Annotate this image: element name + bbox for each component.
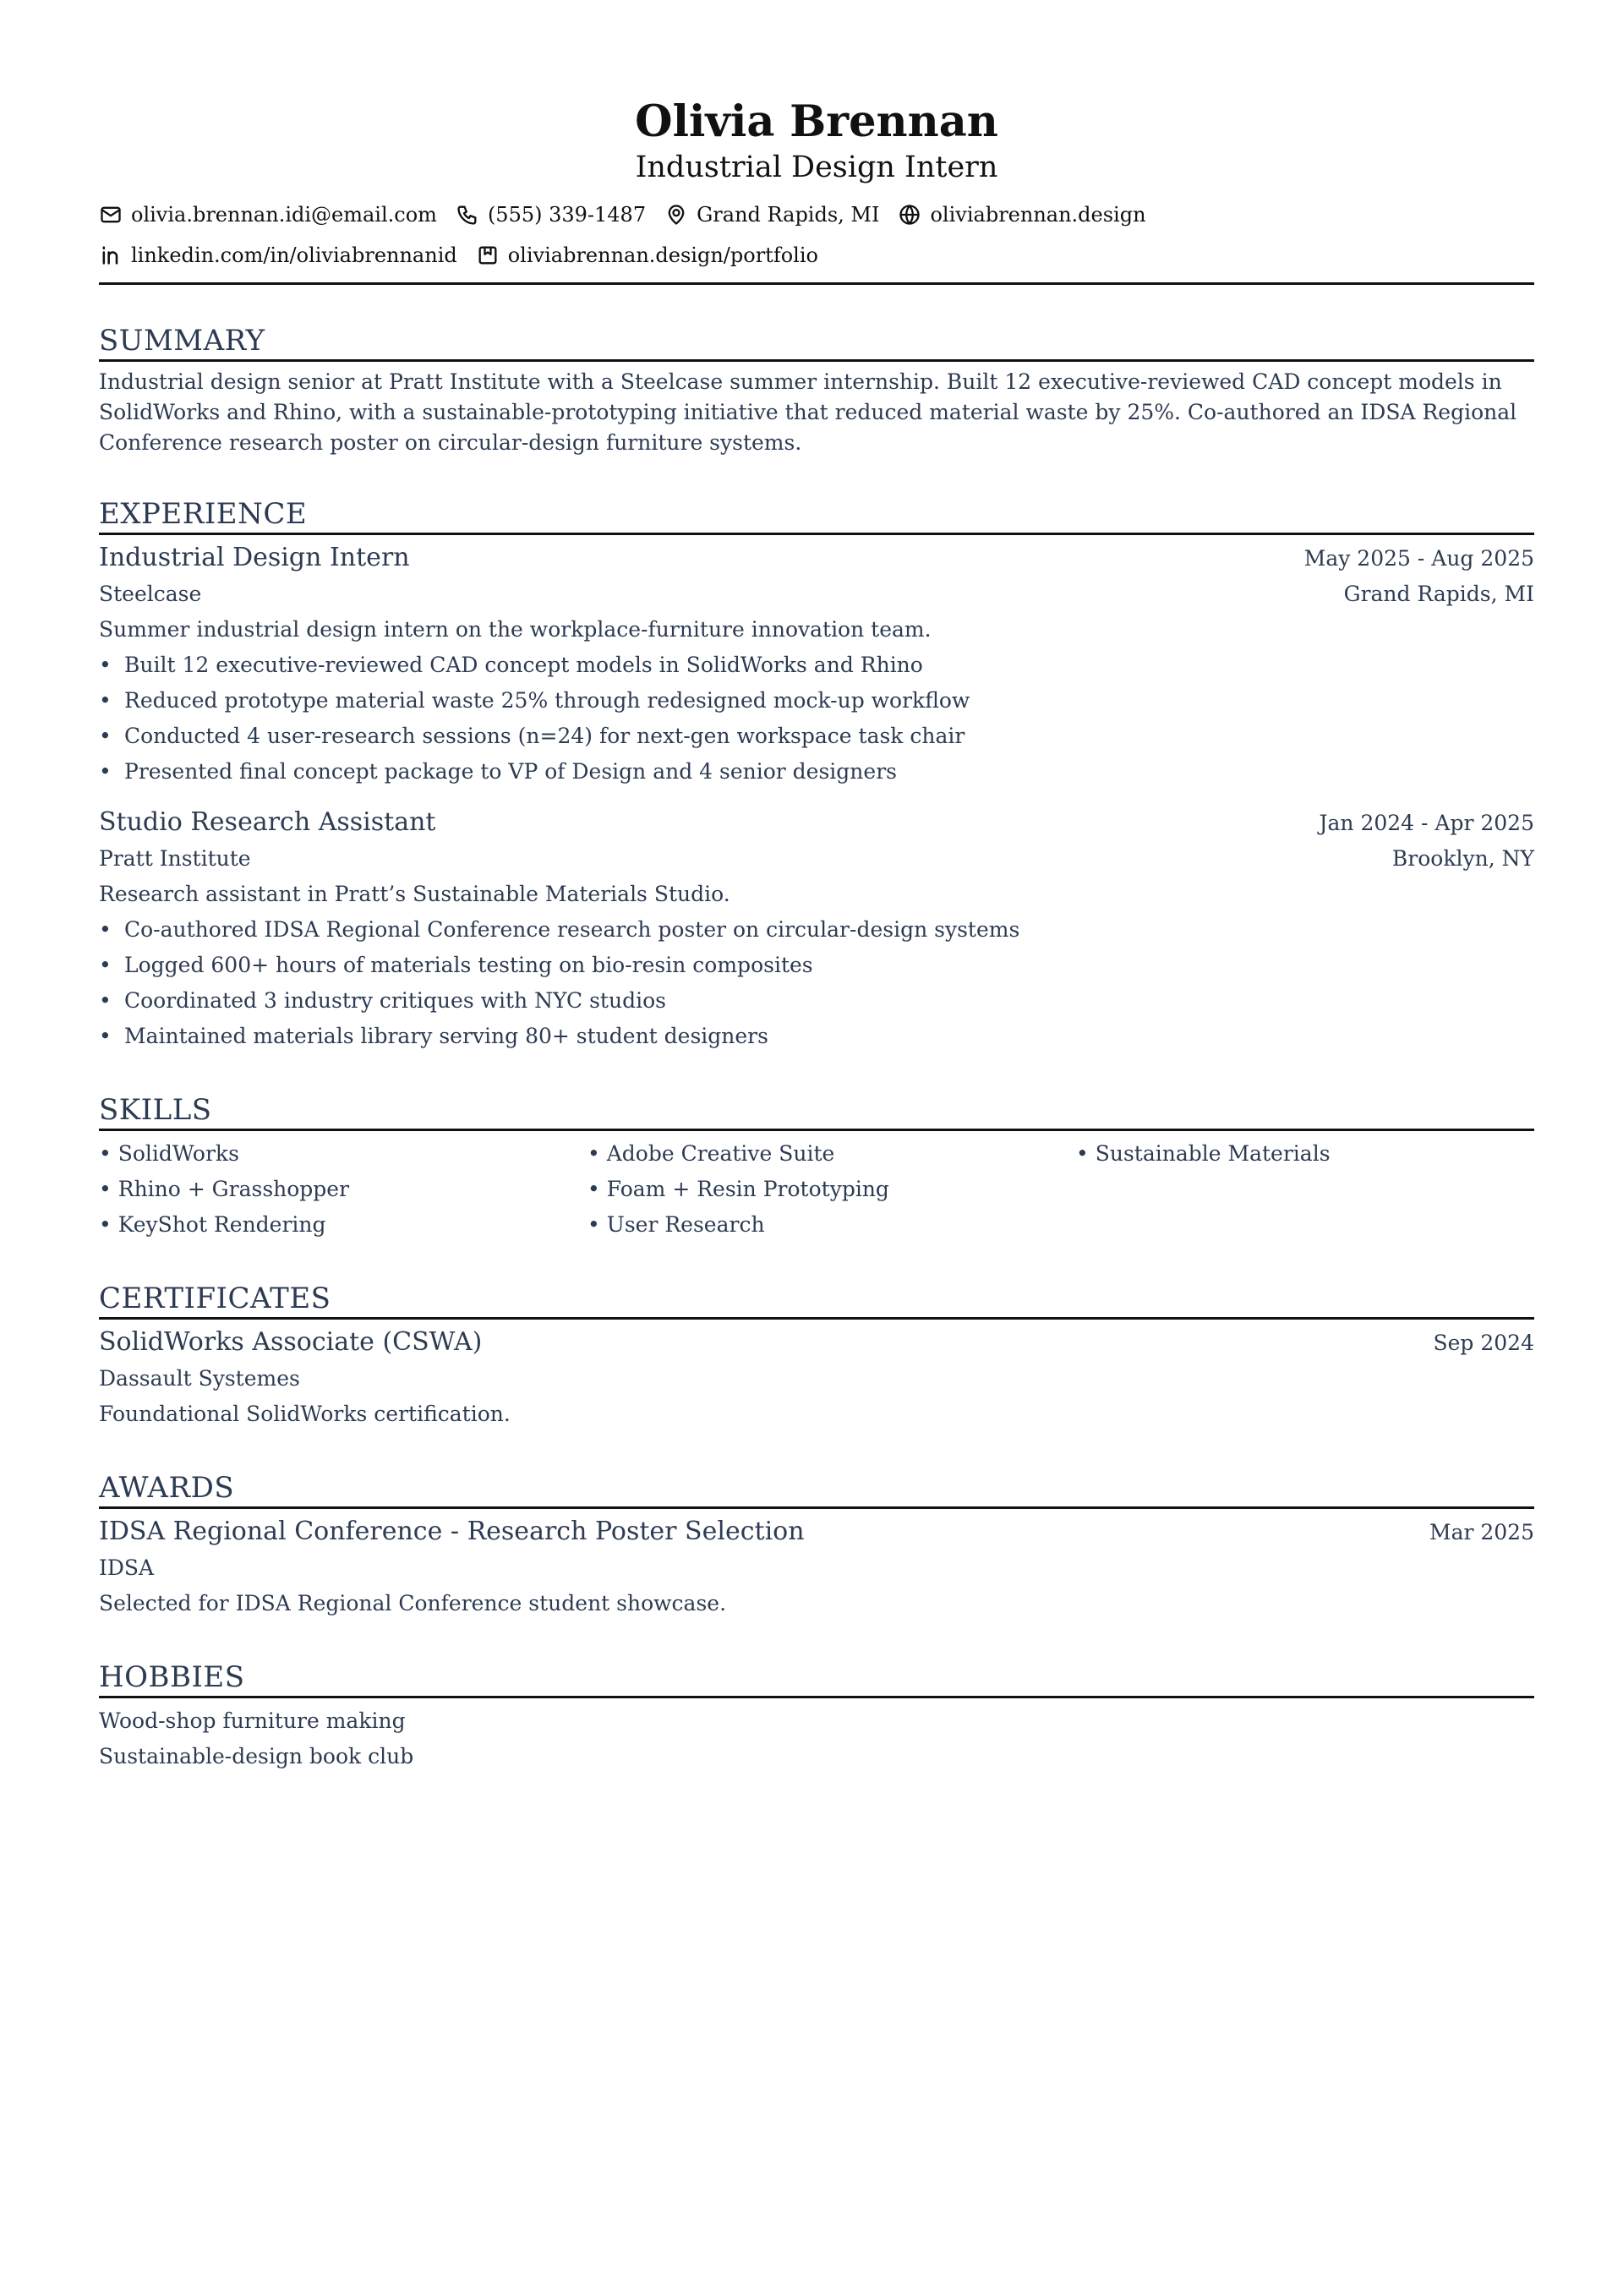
- skill-text: Sustainable Materials: [1095, 1141, 1331, 1166]
- bullet-dot: •: [99, 759, 112, 784]
- section-title-certificates: CERTIFICATES: [99, 1282, 331, 1315]
- bullet-dot: •: [99, 653, 112, 677]
- hobbies-section: [99, 1659, 1534, 1774]
- certificate-name: SolidWorks Associate (CSWA): [99, 1327, 483, 1357]
- experience-bullets: [99, 912, 1534, 1054]
- skill-item: • Rhino + Grasshopper: [99, 1177, 350, 1201]
- section-title-experience: EXPERIENCE: [99, 497, 308, 531]
- bullet-item: [99, 948, 1534, 983]
- award-item: [99, 1514, 1534, 1621]
- experience-dates: Jan 2024 - Apr 2025: [1319, 811, 1534, 835]
- certificate-item: [99, 1325, 1534, 1432]
- bullet-dot: •: [99, 917, 112, 942]
- contact-linkedin-text: linkedin.com/in/oliviabrennanid: [131, 243, 457, 267]
- experience-description: Research assistant in Pratt’s Sustainable Materials Studio.: [99, 882, 730, 906]
- bullet-item: [99, 754, 1534, 790]
- experience-company: Pratt Institute: [99, 846, 251, 871]
- contact-linkedin[interactable]: [99, 235, 457, 276]
- candidate-headline: Industrial Design Intern: [635, 150, 998, 184]
- skill-text: Rhino + Grasshopper: [117, 1177, 350, 1201]
- portfolio-icon: [476, 243, 500, 267]
- bullet-item: [99, 1019, 1534, 1054]
- section-divider: [99, 1129, 1534, 1131]
- contact-website-text: oliviabrennan.design: [930, 203, 1146, 227]
- certificates-section: [99, 1280, 1534, 1432]
- contact-phone-text: (555) 339-1487: [487, 203, 647, 227]
- contact-location-text: Grand Rapids, MI: [697, 203, 880, 227]
- bullet-text: Coordinated 3 industry critiques with NYC studios: [124, 988, 666, 1013]
- bullet-text: Conducted 4 user-research sessions (n=24) for next-gen workspace task chair: [124, 724, 965, 748]
- contact-email[interactable]: [99, 194, 437, 235]
- header-divider: [99, 282, 1534, 285]
- experience-location: Grand Rapids, MI: [1343, 582, 1534, 606]
- skill-text: KeyShot Rendering: [117, 1212, 326, 1237]
- globe-icon: [898, 203, 921, 227]
- experience-item: [99, 540, 1534, 790]
- skill-text: Foam + Resin Prototyping: [606, 1177, 889, 1201]
- skill-text: User Research: [606, 1212, 765, 1237]
- award-issuer: IDSA: [99, 1555, 155, 1580]
- candidate-name: Olivia Brennan: [635, 96, 998, 147]
- hobby-item: Sustainable-design book club: [99, 1744, 414, 1768]
- bullet-text: Presented final concept package to VP of Design and 4 senior designers: [124, 759, 897, 784]
- section-divider: [99, 1506, 1534, 1509]
- bullet-item: [99, 719, 1534, 754]
- bullet-item: [99, 983, 1534, 1019]
- skills-grid: [99, 1136, 1534, 1243]
- certificate-date: Sep 2024: [1433, 1331, 1534, 1355]
- certificate-description: Foundational SolidWorks certification.: [99, 1402, 511, 1426]
- section-title-summary: SUMMARY: [99, 324, 265, 358]
- phone-icon: [456, 203, 479, 227]
- contact-portfolio-text: oliviabrennan.design/portfolio: [507, 243, 818, 267]
- contact-phone[interactable]: [456, 194, 646, 235]
- hobby-item: Wood-shop furniture making: [99, 1708, 406, 1733]
- skill-item: • Foam + Resin Prototyping: [587, 1177, 889, 1201]
- section-title-hobbies: HOBBIES: [99, 1660, 245, 1694]
- experience-item: [99, 805, 1534, 1054]
- awards-section: [99, 1469, 1534, 1621]
- skills-section: [99, 1091, 1534, 1243]
- certificate-issuer: Dassault Systemes: [99, 1366, 300, 1391]
- section-divider: [99, 359, 1534, 362]
- summary-section: [99, 322, 1534, 458]
- experience-bullets: [99, 648, 1534, 790]
- email-icon: [99, 203, 123, 227]
- contact-website[interactable]: [898, 194, 1145, 235]
- skill-item: • User Research: [587, 1212, 765, 1237]
- section-divider: [99, 1317, 1534, 1320]
- bullet-item: [99, 648, 1534, 683]
- skill-item: • Adobe Creative Suite: [587, 1141, 835, 1166]
- resume-content: [99, 95, 1534, 1774]
- summary-text: Industrial design senior at Pratt Institute with a Steelcase summer internship. Built 12 executive-reviewed CAD concept models in SolidWorks and Rhino, with a sustainable-prototyping initiative that reduced material waste by 25%. Co-authored an IDSA Regional Conference research poster on circular-design furniture systems.: [99, 369, 1517, 455]
- experience-dates: May 2025 - Aug 2025: [1303, 546, 1534, 571]
- experience-role: Industrial Design Intern: [99, 543, 410, 572]
- experience-description: Summer industrial design intern on the workplace-furniture innovation team.: [99, 617, 932, 642]
- section-divider: [99, 1696, 1534, 1698]
- bullet-dot: •: [99, 953, 112, 977]
- bullet-dot: •: [99, 688, 112, 713]
- skill-item: • SolidWorks: [99, 1141, 239, 1166]
- linkedin-icon: [99, 243, 123, 267]
- award-description: Selected for IDSA Regional Conference student showcase.: [99, 1591, 727, 1615]
- award-name: IDSA Regional Conference - Research Poster Selection: [99, 1517, 805, 1546]
- skill-text: SolidWorks: [117, 1141, 239, 1166]
- section-title-awards: AWARDS: [99, 1471, 235, 1505]
- bullet-dot: •: [99, 988, 112, 1013]
- bullet-text: Maintained materials library serving 80+ student designers: [124, 1024, 768, 1048]
- skill-item: • KeyShot Rendering: [99, 1212, 326, 1237]
- section-divider: [99, 533, 1534, 535]
- skill-item: • Sustainable Materials: [1076, 1141, 1331, 1166]
- experience-role: Studio Research Assistant: [99, 807, 436, 837]
- award-date: Mar 2025: [1429, 1520, 1534, 1544]
- bullet-item: [99, 912, 1534, 948]
- contact-email-text: olivia.brennan.idi@email.com: [131, 203, 437, 227]
- experience-company: Steelcase: [99, 582, 202, 606]
- bullet-text: Built 12 executive-reviewed CAD concept models in SolidWorks and Rhino: [124, 653, 923, 677]
- bullet-text: Co-authored IDSA Regional Conference research poster on circular-design systems: [124, 917, 1020, 942]
- section-title-skills: SKILLS: [99, 1093, 212, 1127]
- bullet-dot: •: [99, 724, 112, 748]
- skill-text: Adobe Creative Suite: [606, 1141, 835, 1166]
- bullet-dot: •: [99, 1024, 112, 1048]
- location-icon: [664, 203, 688, 227]
- contact-portfolio[interactable]: [476, 235, 818, 276]
- experience-location: Brooklyn, NY: [1391, 846, 1534, 871]
- experience-section: [99, 495, 1534, 1054]
- bullet-text: Reduced prototype material waste 25% through redesigned mock-up workflow: [124, 688, 970, 713]
- contact-location[interactable]: [664, 194, 879, 235]
- skill-item-empty: [1076, 1172, 1534, 1207]
- resume-header: [99, 95, 1534, 186]
- bullet-item: [99, 683, 1534, 719]
- contact-list: [99, 194, 1534, 276]
- bullet-text: Logged 600+ hours of materials testing on bio-resin composites: [124, 953, 813, 977]
